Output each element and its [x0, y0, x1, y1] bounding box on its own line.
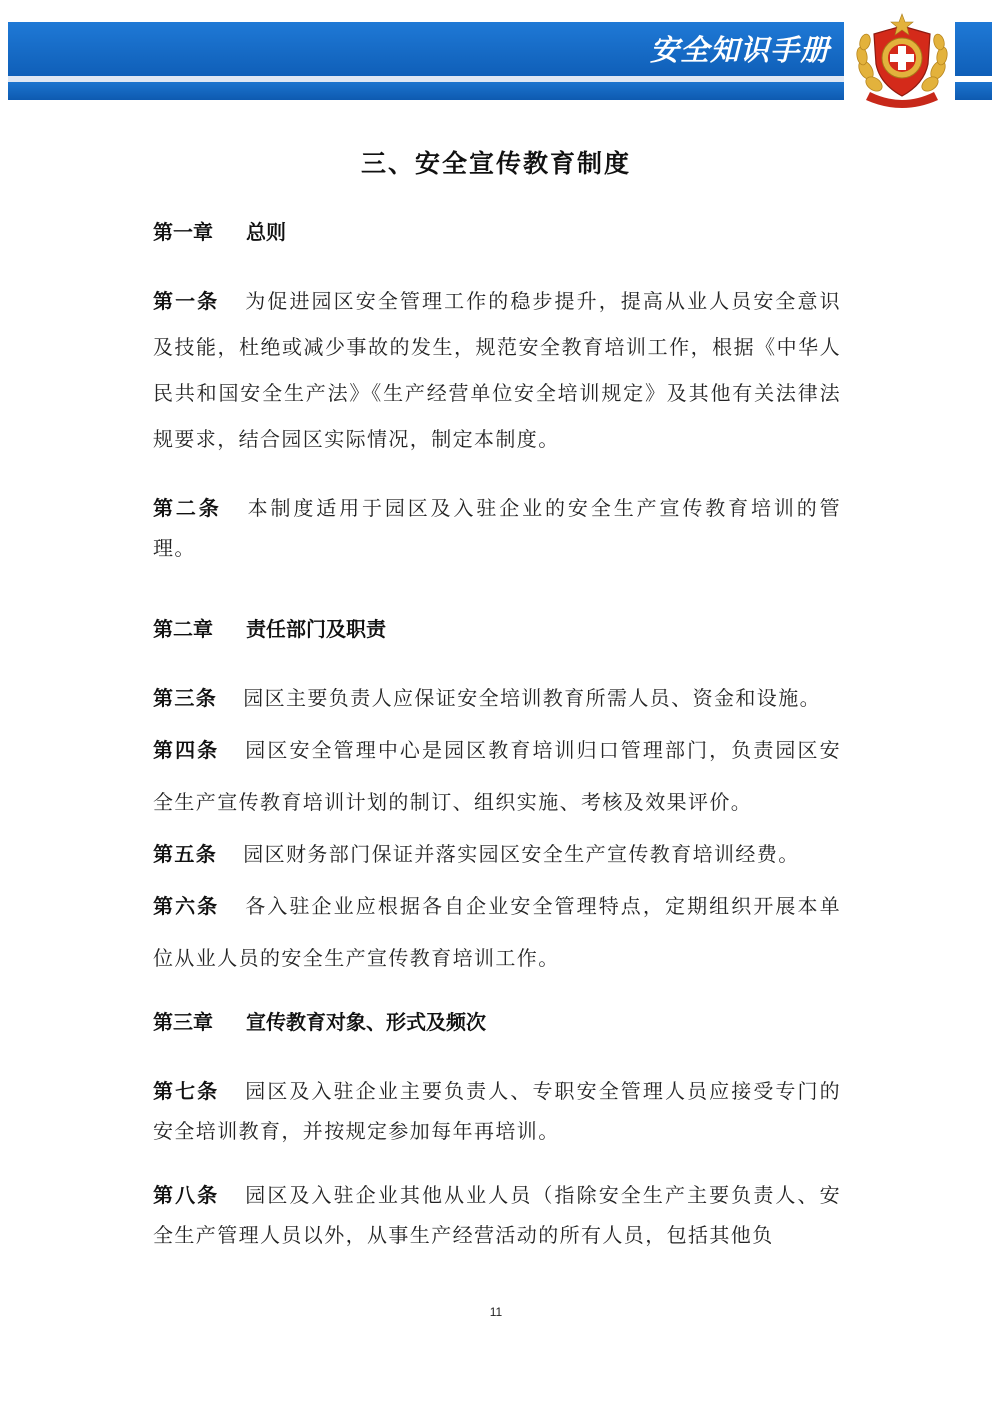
article-label: 第四条	[153, 738, 220, 762]
chapter-heading-1	[153, 216, 286, 245]
page-number: 11	[489, 1305, 503, 1319]
article-text: 园区及入驻企业主要负责人、专职安全管理人员应接受专门的安全培训教育，并按规定参加每年再培训。	[153, 1079, 841, 1143]
chapter-name: 责任部门及职责	[246, 617, 386, 641]
article-label: 第一条	[153, 289, 220, 313]
article-text: 园区财务部门保证并落实园区安全生产宣传教育培训经费。	[243, 842, 800, 866]
article-label: 第八条	[153, 1183, 220, 1207]
article-1	[153, 278, 841, 462]
chapter-label: 第二章	[153, 617, 213, 641]
article-label: 第五条	[153, 842, 218, 866]
article-label: 第七条	[153, 1079, 220, 1103]
chapter-label: 第一章	[153, 220, 213, 244]
article-text: 园区主要负责人应保证安全培训教育所需人员、资金和设施。	[243, 686, 822, 710]
header-band-bottom	[8, 82, 844, 100]
chapter-heading-2	[153, 613, 386, 642]
header-band-top-right	[955, 22, 992, 76]
article-text: 各入驻企业应根据各自企业安全管理特点，定期组织开展本单位从业人员的安全生产宣传教育培训工作。	[153, 894, 841, 970]
article-text: 园区安全管理中心是园区教育培训归口管理部门，负责园区安全生产宣传教育培训计划的制订、组织实施、考核及效果评价。	[153, 738, 841, 814]
article-label: 第三条	[153, 686, 218, 710]
brand-title: 安全知识手册	[649, 33, 830, 67]
article-8	[153, 1175, 841, 1255]
article-text: 为促进园区安全管理工作的稳步提升，提高从业人员安全意识及技能，杜绝或减少事故的发生，规范安全教育培训工作，根据《中华人民共和国安全生产法》《生产经营单位安全培训规定》及其他有关法律法规要求，结合园区实际情况，制定本制度。	[153, 289, 841, 451]
chapter-name: 总则	[246, 220, 286, 244]
page-title: 三、安全宣传教育制度	[360, 149, 631, 178]
article-label: 第二条	[153, 496, 222, 520]
chapter-label: 第三章	[153, 1010, 213, 1034]
article-7	[153, 1071, 841, 1151]
chapter-heading-3	[153, 1006, 486, 1035]
safety-emblem-icon	[852, 12, 952, 108]
article-3	[153, 672, 873, 724]
header-band-bottom-right	[955, 82, 992, 100]
article-2	[153, 488, 841, 568]
article-label: 第六条	[153, 894, 220, 918]
chapter-name: 宣传教育对象、形式及频次	[246, 1010, 486, 1034]
article-5	[153, 828, 841, 880]
article-6	[153, 880, 841, 984]
article-text: 本制度适用于园区及入驻企业的安全生产宣传教育培训的管理。	[153, 496, 841, 560]
article-text: 园区及入驻企业其他从业人员（指除安全生产主要负责人、安全生产管理人员以外，从事生产经营活动的所有人员，包括其他负	[153, 1183, 841, 1247]
article-4	[153, 724, 841, 828]
